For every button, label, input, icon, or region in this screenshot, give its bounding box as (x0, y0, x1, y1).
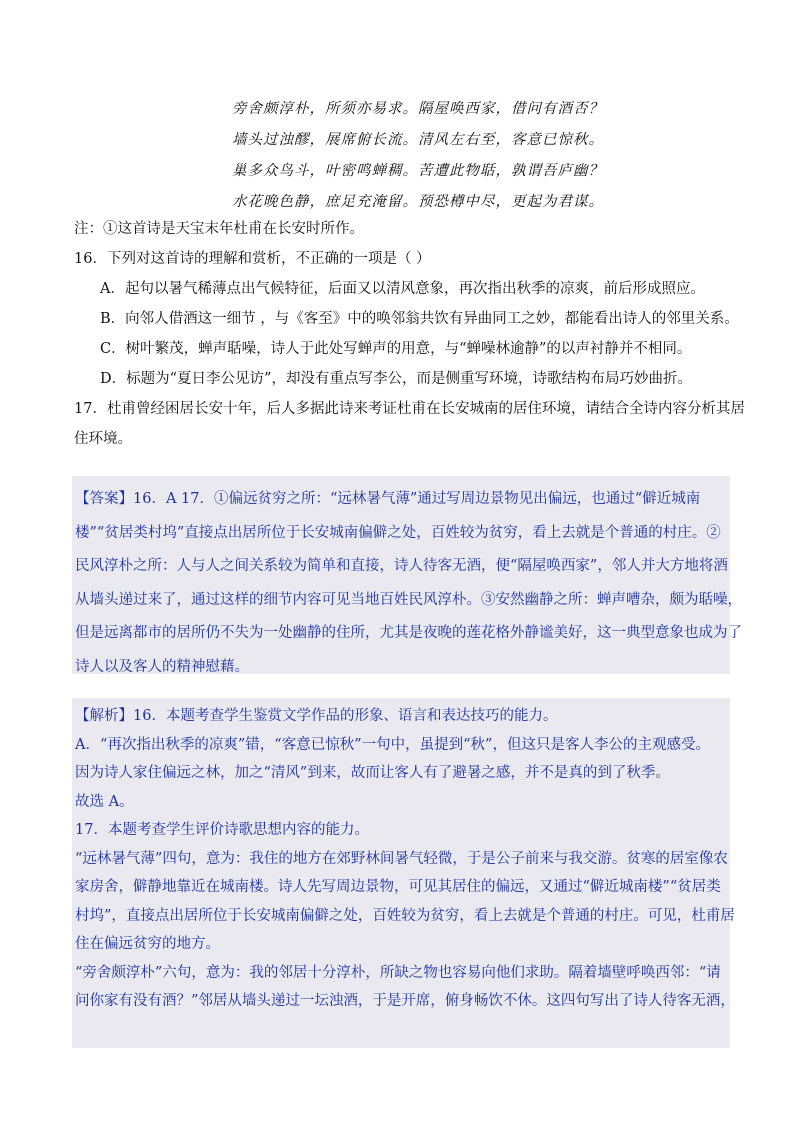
question-16-option-d: D．标题为“夏日李公见访”，却没有重点写李公，而是侧重写环境，诗歌结构布局巧妙曲折。 (100, 371, 692, 387)
poem-line: 水花晚色静，庶足充淹留。预恐樽中尽，更起为君谋。 (232, 194, 604, 210)
poem-line: 旁舍颇淳朴，所须亦易求。隔屋唤西家，借问有酒否？ (232, 101, 604, 117)
analysis-line: 【解析】16．本题考查学生鉴赏文学作品的形象、语言和表达技巧的能力。 (75, 708, 558, 724)
poem-block (232, 94, 652, 218)
poem-line: 巢多众鸟斗，叶密鸣蝉稠。苦遭此物聒，孰谓吾庐幽？ (232, 163, 604, 179)
analysis-line: 问你家有没有酒？”邻居从墙头递过一坛浊酒，于是开席，俯身畅饮不休。这四句写出了诗人待客无酒， (75, 993, 735, 1009)
answer-line: 民风淳朴之所：人与人之间关系较为简单和直接，诗人待客无酒，便“隔屋唤西家”，邻人并大方地将酒 (75, 558, 728, 574)
answer-line: 诗人以及客人的精神慰藉。 (75, 658, 249, 675)
analysis-line: A．“再次指出秋季的凉爽”错，“客意已惊秋”一句中，虽提到“秋”，但这只是客人李公的主观感受。 (75, 736, 710, 753)
analysis-line: 故选 A。 (75, 793, 134, 810)
question-16-stem: 16．下列对这首诗的理解和赏析，不正确的一项是（ ） (74, 251, 431, 267)
question-16-option-a: A．起句以暑气稀薄点出气候特征，后面又以清风意象，再次指出秋季的凉爽，前后形成照应。 (100, 281, 705, 297)
poem-line: 墙头过浊醪，展席俯长流。清风左右至，客意已惊秋。 (232, 132, 604, 148)
analysis-box (72, 698, 735, 1048)
answer-line: 楼”“贫居类村坞”直接点出居所位于长安城南偏僻之处，百姓较为贫穷，看上去就是个普通的村庄。② (75, 524, 721, 541)
analysis-line: 村坞”，直接点出居所位于长安城南偏僻之处，百姓较为贫穷，看上去就是个普通的村庄。可见，杜甫居 (75, 907, 735, 924)
answer-line: 但是远离都市的居所仍不失为一处幽静的住所，尤其是夜晚的莲花格外静谧美好，这一典型意象也成为了 (75, 625, 742, 641)
question-block (74, 214, 745, 454)
answer-line: 从墙头递过来了，通过这样的细节内容可见当地百姓民风淳朴。③安然幽静之所：蝉声嘈杂，颇为聒噪， (75, 591, 742, 608)
question-17-stem-cont: 住环境。 (74, 431, 132, 447)
question-17-stem: 17．杜甫曾经困居长安十年，后人多据此诗来考证杜甫在长安城南的居住环境，请结合全诗内容分析其居 (74, 401, 745, 417)
poem-note: 注：①这首诗是天宝末年杜甫在长安时所作。 (74, 221, 364, 237)
analysis-line: 17．本题考查学生评价诗歌思想内容的能力。 (75, 822, 369, 838)
analysis-line: 因为诗人家住偏远之林，加之“清风”到来，故而让客人有了避暑之感，并不是真的到了秋季。 (75, 765, 670, 781)
analysis-line: “远林暑气薄”四句，意为：我住的地方在郊野林间暑气轻微，于是公子前来与我交游。贫寒的居室像农 (75, 850, 728, 867)
analysis-line: “旁舍颇淳朴”六句，意为：我的邻居十分淳朴，所缺之物也容易向他们求助。隔着墙壁呼唤西邻：“请 (75, 964, 721, 981)
question-16-option-b: B．向邻人借酒这一细节 ，与《客至》中的唤邻翁共饮有异曲同工之妙，都能看出诗人的邻里关系。 (100, 311, 739, 327)
analysis-line: 家房舍，僻静地靠近在城南楼。诗人先写周边景物，可见其居住的偏远，又通过“僻近城南楼”“贫居类 (75, 879, 721, 895)
question-16-option-c: C．树叶繁茂，蝉声聒噪，诗人于此处写蝉声的用意，与“蝉噪林逾静”的以声衬静并不相同。 (100, 341, 692, 357)
answer-box (72, 476, 742, 675)
analysis-line: 住在偏远贫穷的地方。 (75, 936, 220, 952)
answer-line: 【答案】16．A 17．①偏远贫穷之所：“远林暑气薄”通过写周边景物见出偏远，也通过“僻近城南 (75, 491, 701, 507)
